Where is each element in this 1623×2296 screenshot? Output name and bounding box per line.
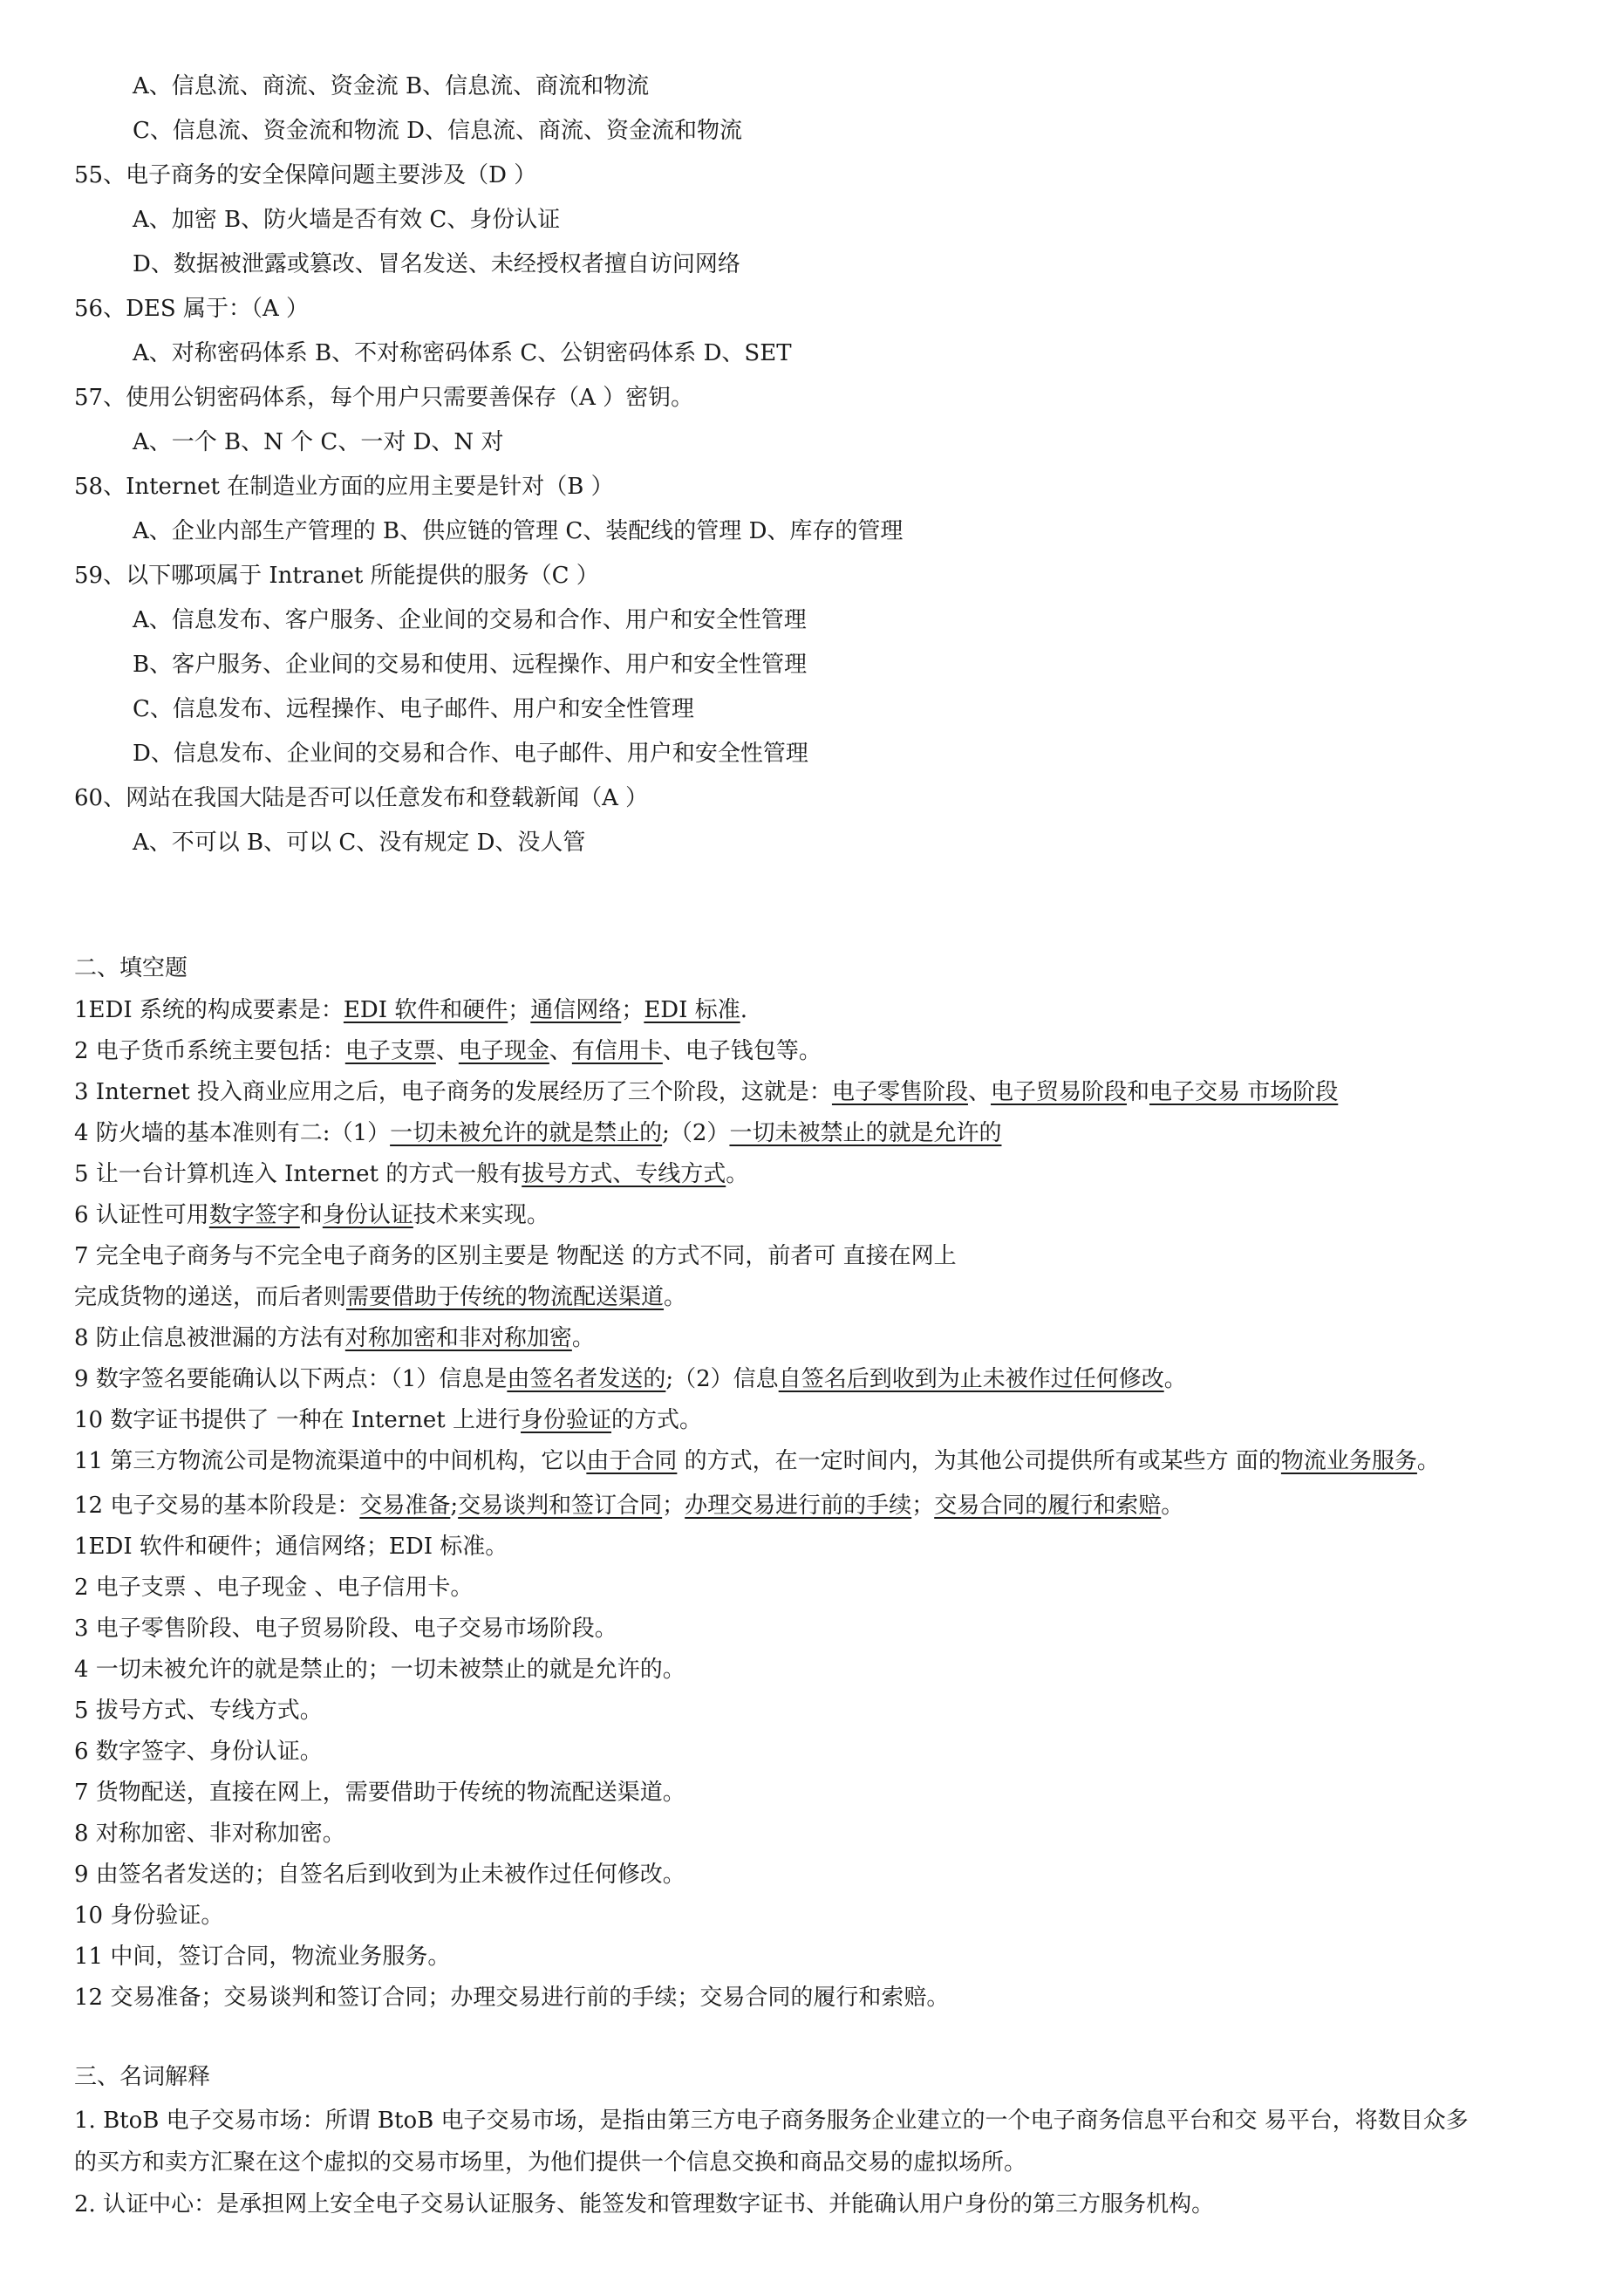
fill-text: ； [911,1493,935,1519]
fill-text: 。 [1163,1366,1187,1392]
fill-text: 完成货物的递送，而后者则 [74,1284,347,1310]
fill-text: 、 [967,1079,991,1105]
fill-answer: 通信网络 [530,997,622,1023]
answer-line: 11 中间，签订合同，物流业务服务。 [74,1944,451,1970]
fill-answer: 需要借助于传统的物流配送渠道 [346,1284,665,1310]
q59-option-c: C、信息发布、远程操作、电子邮件、用户和安全性管理 [133,696,694,722]
fill-text: 、 [435,1038,459,1064]
fill-answer: 电子现金 [458,1038,549,1064]
fill-text: 。 [664,1284,687,1310]
answer-line: 2 电子支票 、电子现金 、电子信用卡。 [74,1575,474,1601]
fill-answer: 交易合同的履行和索赔 [934,1493,1162,1519]
fill-answer: 交易准备 [359,1493,451,1519]
fill-line-5 [74,1159,748,1189]
fill-line-10 [74,1405,702,1435]
fill-answer: 有信用卡 [571,1038,663,1064]
fill-text: 。 [726,1161,749,1187]
fill-answer: 对称加密和非对称加密 [344,1325,572,1351]
fill-text: ； [621,997,644,1023]
terms-section-heading: 三、名词解释 [74,2064,211,2090]
fill-line-6 [74,1200,549,1230]
answer-line: 3 电子零售阶段、电子贸易阶段、电子交易市场阶段。 [74,1616,617,1642]
fill-text: 1EDI 系统的构成要素是： [74,997,344,1023]
fill-text: 3 Internet 投入商业应用之后，电子商务的发展经历了三个阶段，这就是： [74,1079,832,1105]
fill-text: ; [450,1493,459,1519]
fill-answer: 数字签字 [208,1202,300,1228]
fill-text: ;（2） [662,1120,730,1146]
q55-option-d: D、数据被泄露或篡改、冒名发送、未经授权者擅自访问网络 [133,251,740,277]
answer-line: 7 货物配送，直接在网上，需要借助于传统的物流配送渠道。 [74,1780,685,1806]
fill-text: 和 [1126,1079,1149,1105]
term-1-line-1: 1. BtoB 电子交易市场：所谓 BtoB 电子交易市场，是指由第三方电子商务服务企业建立的一个电子商务信息平台和交 易平台，将数目众多 [74,2108,1469,2134]
q57-options: A、一个 B、N 个 C、一对 D、N 对 [133,429,504,455]
question-58: 58、Internet 在制造业方面的应用主要是针对（B ） [74,474,614,500]
answer-line: 12 交易准备；交易谈判和签订合同；办理交易进行前的手续；交易合同的履行和索赔。 [74,1985,950,2011]
fill-answer: 交易谈判和签订合同 [458,1493,663,1519]
fill-text: 、 [549,1038,572,1064]
fill-answer: 身份验证 [521,1407,612,1433]
fill-text: 的方式，在一定时间内，为其他公司提供所有或某些方 面的 [677,1448,1281,1474]
fill-answer: 一切未被禁止的就是允许的 [729,1120,1002,1146]
q54-options-ab: A、信息流、商流、资金流 B、信息流、商流和物流 [133,73,650,99]
fill-line-11 [74,1446,1440,1476]
q59-option-d: D、信息发布、企业间的交易和合作、电子邮件、用户和安全性管理 [133,741,808,767]
fill-section-heading: 二、填空题 [74,955,188,981]
fill-text: 9 数字签名要能确认以下两点：（1）信息是 [74,1366,508,1392]
fill-text: 2 电子货币系统主要包括： [74,1038,345,1064]
fill-text: 。 [1416,1448,1440,1474]
fill-text: ； [508,997,531,1023]
fill-answer: 由于合同 [586,1448,678,1474]
answer-line: 10 身份验证。 [74,1903,224,1929]
fill-answer: 电子贸易阶段 [990,1079,1127,1105]
fill-answer: 一切未被允许的就是禁止的 [390,1120,663,1146]
answer-line: 6 数字签字、身份认证。 [74,1739,323,1765]
fill-line-7b [74,1282,686,1312]
q54-options-cd: C、信息流、资金流和物流 D、信息流、商流、资金流和物流 [133,118,743,144]
fill-line-1 [74,995,747,1025]
fill-text: 6 认证性可用 [74,1202,209,1228]
answer-line: 1EDI 软件和硬件；通信网络；EDI 标准。 [74,1534,508,1560]
q59-option-b: B、客户服务、企业间的交易和使用、远程操作、用户和安全性管理 [133,652,808,678]
fill-text: 的方式。 [611,1407,703,1433]
fill-text: . [740,997,747,1023]
answer-line: 9 由签名者发送的；自签名后到收到为止未被作过任何修改。 [74,1862,685,1888]
fill-text: 10 数字证书提供了 一种在 Internet 上进行 [74,1407,522,1433]
fill-answer: 物流业务服务 [1280,1448,1417,1474]
fill-text: 12 电子交易的基本阶段是： [74,1493,360,1519]
answer-line: 8 对称加密、非对称加密。 [74,1821,345,1847]
answer-line: 4 一切未被允许的就是禁止的；一切未被禁止的就是允许的。 [74,1657,685,1683]
fill-line-7a: 7 完全电子商务与不完全电子商务的区别主要是 物配送 的方式不同，前者可 直接在网上 [74,1243,957,1269]
term-2: 2. 认证中心：是承担网上安全电子交易认证服务、能签发和管理数字证书、并能确认用户身份的第三方服务机构。 [74,2191,1215,2217]
q58-options: A、企业内部生产管理的 B、供应链的管理 C、装配线的管理 D、库存的管理 [133,518,904,544]
fill-text: 。 [1161,1493,1184,1519]
question-55: 55、电子商务的安全保障问题主要涉及（D ） [74,162,537,188]
fill-text: ； [662,1493,685,1519]
q59-option-a: A、信息发布、客户服务、企业间的交易和合作、用户和安全性管理 [133,607,807,633]
q56-options: A、对称密码体系 B、不对称密码体系 C、公钥密码体系 D、SET [133,340,792,366]
fill-line-8 [74,1323,595,1353]
term-1-line-2: 的买方和卖方汇聚在这个虚拟的交易市场里，为他们提供一个信息交换和商品交易的虚拟场所。 [74,2149,1027,2176]
fill-line-9 [74,1364,1187,1394]
question-57: 57、使用公钥密码体系，每个用户只需要善保存（A ）密钥。 [74,385,694,411]
answer-line: 5 拔号方式、专线方式。 [74,1698,323,1724]
fill-text: 、电子钱包等。 [662,1038,822,1064]
fill-answer: 拔号方式、专线方式 [522,1161,726,1187]
question-59: 59、以下哪项属于 Intranet 所能提供的服务（C ） [74,563,599,589]
question-56: 56、DES 属于：（A ） [74,296,310,322]
fill-text: 11 第三方物流公司是物流渠道中的中间机构，它以 [74,1448,587,1474]
fill-text: 技术来实现。 [413,1202,549,1228]
fill-answer: 自签名后到收到为止未被作过任何修改 [778,1366,1164,1392]
fill-text: ;（2）信息 [665,1366,779,1392]
fill-text: 5 让一台计算机连入 Internet 的方式一般有 [74,1161,522,1187]
fill-answer: 由签名者发送的 [507,1366,666,1392]
fill-answer: 电子零售阶段 [831,1079,968,1105]
fill-answer: 电子交易 市场阶段 [1149,1079,1339,1105]
fill-text: 。 [571,1325,595,1351]
fill-answer: 办理交易进行前的手续 [685,1493,912,1519]
fill-line-2 [74,1036,822,1066]
question-60: 60、网站在我国大陆是否可以任意发布和登载新闻（A ） [74,785,649,811]
fill-answer: 电子支票 [344,1038,436,1064]
fill-answer: 身份认证 [322,1202,413,1228]
q55-options-abc: A、加密 B、防火墙是否有效 C、身份认证 [133,207,561,233]
fill-text: 和 [299,1202,323,1228]
fill-answer: EDI 软件和硬件 [343,997,508,1023]
fill-line-4 [74,1118,1001,1148]
fill-answer: EDI 标准 [644,997,740,1023]
fill-line-3 [74,1077,1338,1107]
fill-text: 4 防火墙的基本准则有二:（1） [74,1120,391,1146]
fill-line-12 [74,1491,1183,1520]
fill-text: 8 防止信息被泄漏的方法有 [74,1325,345,1351]
q60-options: A、不可以 B、可以 C、没有规定 D、没人管 [133,830,586,856]
